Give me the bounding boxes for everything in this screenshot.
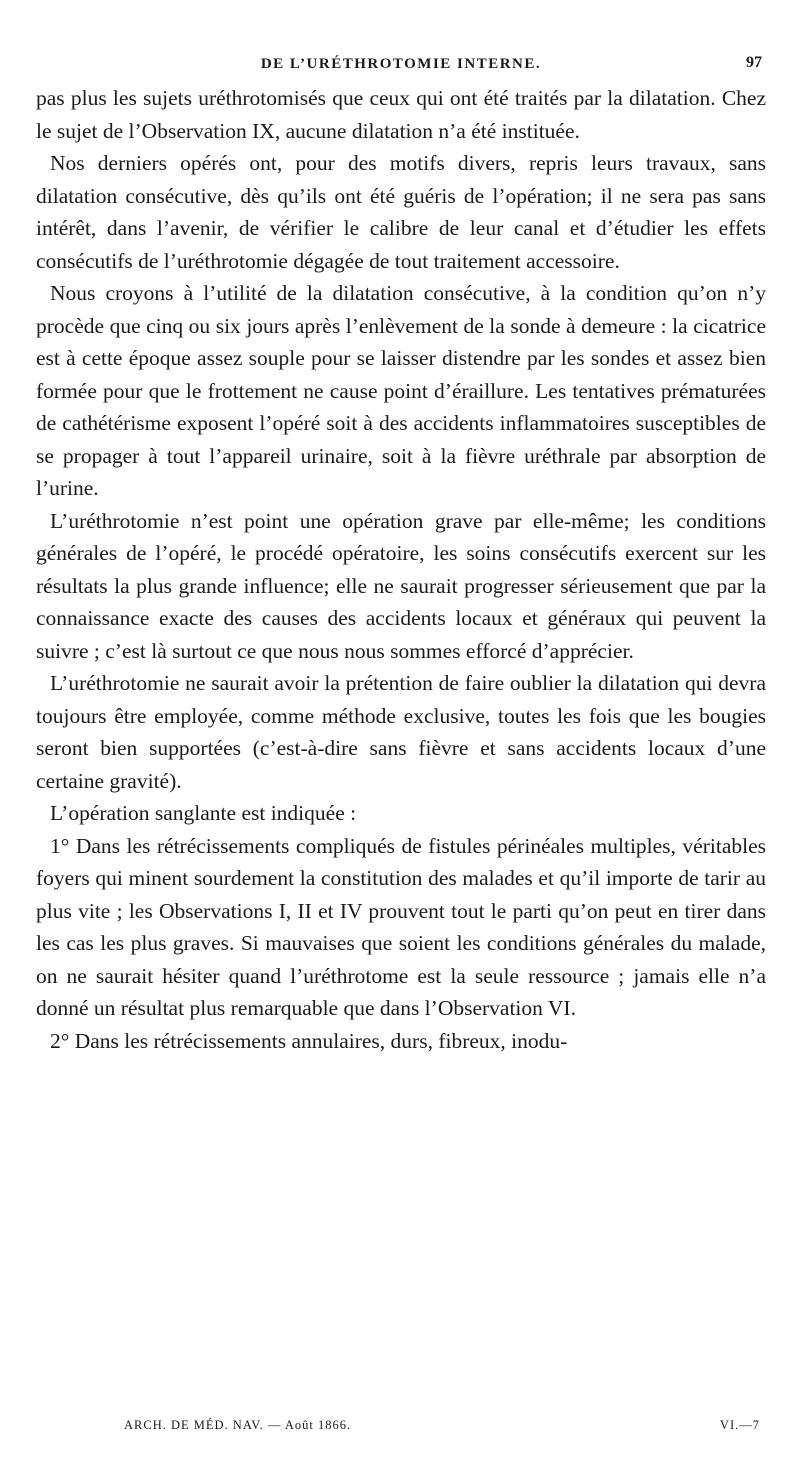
footer-signature: VI.—7 xyxy=(719,1418,760,1432)
paragraph: pas plus les sujets uréthrotomisés que ceux qui ont été traités par la dilatation. Chez le sujet de l’Observation IX, aucune dilatation n’a été instituée. xyxy=(36,86,766,143)
paragraph: Nos derniers opérés ont, pour des motifs divers, repris leurs travaux, sans dilatation consécutive, dès qu’ils ont été guéris de l’opération; il ne sera pas sans intérêt, dans l’avenir, de vérifier le calibre de leur canal et d’étudier les effets consécutifs de l’uréthrotomie dégagée de tout traitement accessoire. xyxy=(36,151,766,273)
page-number: 97 xyxy=(746,54,762,71)
document-page xyxy=(36,48,766,1057)
footer-source: ARCH. DE MÉD. NAV. — Août 1866. xyxy=(124,1418,352,1432)
running-head xyxy=(36,48,766,82)
body-text xyxy=(36,82,766,1057)
paragraph: 1° Dans les rétrécissements compliqués de fistules périnéales multiples, véritables foyers qui minent sourdement la constitution des malades et qu’il importe de tarir au plus vite ; les Observations I, II et IV prouvent tout le parti qu’on peut en tirer dans les cas les plus graves. Si mauvaises que soient les conditions générales du malade, on ne saurait hésiter quand l’uréthrotome est la seule ressource ; jamais elle n’a donné un résultat plus remarquable que dans l’Observation VI. xyxy=(36,833,766,1020)
paragraph: Nous croyons à l’utilité de la dilatation consécutive, à la condition qu’on n’y procède que cinq ou six jours après l’enlèvement de la sonde à demeure : la cicatrice est à cette époque assez souple pour se laisser distendre par les sondes et assez bien formée pour que le frottement ne cause point d’éraillure. Les tentatives prématurées de cathétérisme exposent l’opéré soit à des accidents inflammatoires susceptibles de se propager à tout l’appareil urinaire, soit à la fièvre uréthrale par absorption de l’urine. xyxy=(36,281,766,500)
running-title: DE L’URÉTHROTOMIE INTERNE. xyxy=(260,56,542,72)
paragraph: L’uréthrotomie n’est point une opération grave par elle-même; les conditions générales de l’opéré, le procédé opératoire, les soins consécutifs exercent sur les résultats la plus grande influence; elle ne saurait progresser sérieusement que par la connaissance exacte des causes des accidents locaux et généraux qui peuvent la suivre ; c’est là surtout ce que nous nous sommes efforcé d’apprécier. xyxy=(36,508,766,663)
paragraph: 2° Dans les rétrécissements annulaires, durs, fibreux, inodu- xyxy=(50,1028,568,1053)
page-footer xyxy=(124,1418,760,1438)
paragraph: L’uréthrotomie ne saurait avoir la prétention de faire oublier la dilatation qui devra toujours être employée, comme méthode exclusive, toutes les fois que les bougies seront bien supportées (c’est-à-dire sans fièvre et sans accidents locaux d’une certaine gravité). xyxy=(36,671,766,793)
paragraph: L’opération sanglante est indiquée : xyxy=(50,801,357,825)
